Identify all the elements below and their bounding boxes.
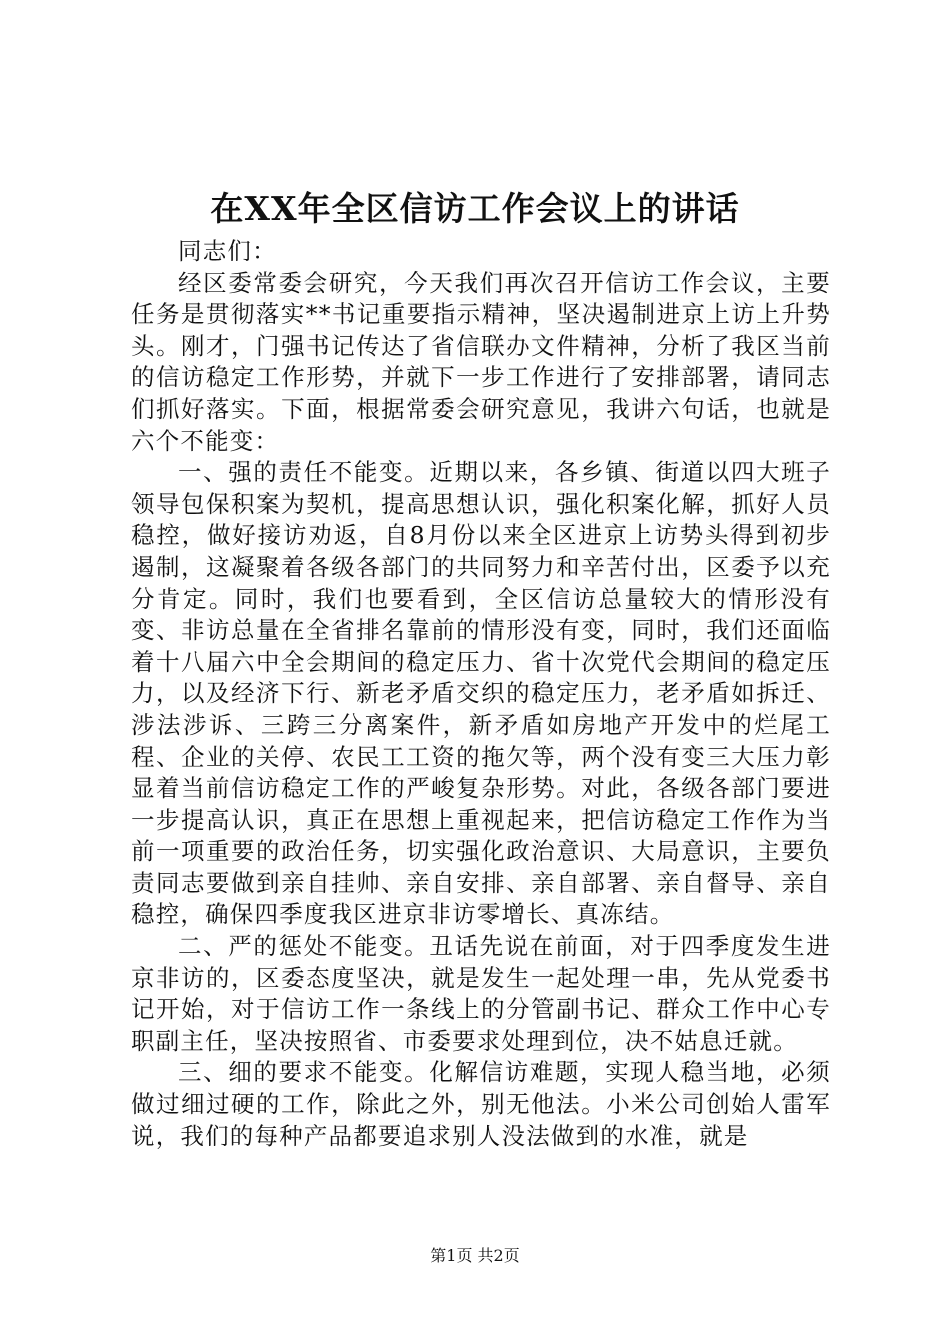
- document-body: [131, 236, 831, 1152]
- page-number-footer: 第1页 共2页: [430, 1246, 520, 1265]
- paragraph-section-3: 三、细的要求不能变。化解信访难题，实现人稳当地，必须做过细过硬的工作，除此之外，别无他法。小米公司创始人雷军说，我们的每种产品都要追求别人没法做到的水准，就是: [131, 1058, 831, 1150]
- salutation: 同志们：: [178, 237, 277, 265]
- paragraph-section-2: 二、严的惩处不能变。丑话先说在前面，对于四季度发生进京非访的，区委态度坚决，就是发生一起处理一串，先从党委书记开始，对于信访工作一条线上的分管副书记、群众工作中心专职副主任，坚决按照省、市委要求处理到位，决不姑息迁就。: [131, 932, 831, 1055]
- paragraph-section-1: 一、强的责任不能变。近期以来，各乡镇、街道以四大班子领导包保积案为契机，提高思想认识，强化积案化解，抓好人员稳控，做好接访劝返，自8月份以来全区进京上访势头得到初步遏制，这凝聚着各级各部门的共同努力和辛苦付出，区委予以充分肯定。同时，我们也要看到，全区信访总量较大的情形没有变、非访总量在全省排名靠前的情形没有变，同时，我们还面临着十八届六中全会期间的稳定压力、省十次党代会期间的稳定压力，以及经济下行、新老矛盾交织的稳定压力，老矛盾如拆迁、涉法涉诉、三跨三分离案件，新矛盾如房地产开发中的烂尾工程、企业的关停、农民工工资的拖欠等，两个没有变三大压力彰显着当前信访稳定工作的严峻复杂形势。对此，各级各部门要进一步提高认识，真正在思想上重视起来，把信访稳定工作作为当前一项重要的政治任务，切实强化政治意识、大局意识，主要负责同志要做到亲自挂帅、亲自安排、亲自部署、亲自督导、亲自稳控，确保四季度我区进京非访零增长、真冻结。: [131, 458, 831, 929]
- paragraph-intro: 经区委常委会研究，今天我们再次召开信访工作会议，主要任务是贯彻落实**书记重要指示精神，坚决遏制进京上访上升势头。刚才，门强书记传达了省信联办文件精神，分析了我区当前的信访稳定工作形势，并就下一步工作进行了安排部署，请同志们抓好落实。下面，根据常委会研究意见，我讲六句话，也就是六个不能变：: [131, 268, 831, 455]
- document-title: 在XX年全区信访工作会议上的讲话: [210, 189, 740, 228]
